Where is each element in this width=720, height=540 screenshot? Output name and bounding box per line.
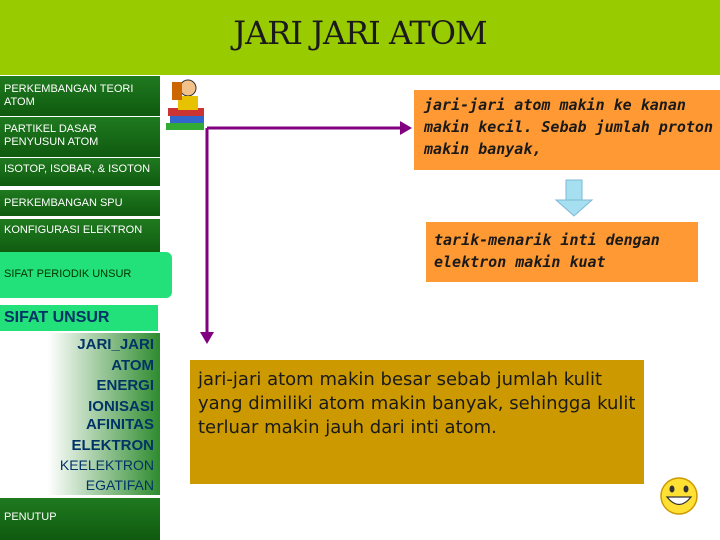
info-box-tarik-menarik: tarik-menarik inti dengan elektron makin kuat — [426, 222, 698, 282]
submenu-item-jari-jari[interactable]: JARI_JARI — [77, 336, 154, 353]
sidebar-item-label: ISOTOP, ISOBAR, & ISOTON — [4, 163, 151, 175]
arrow-right-icon — [207, 121, 412, 135]
info-box-jari-jari-kanan: jari-jari atom makin ke kanan makin kecil. Sebab jumlah proton makin banyak, — [414, 90, 720, 170]
sidebar-item-label: PERKEMBANGAN SPU — [4, 197, 123, 209]
submenu-item-keelektron[interactable]: KEELEKTRON — [59, 457, 154, 473]
sidebar-item-label: KONFIGURASI ELEKTRON — [4, 224, 143, 236]
sidebar-item-label: PARTIKEL DASAR PENYUSUN ATOM — [4, 123, 99, 148]
submenu-item-atom[interactable]: ATOM — [111, 357, 154, 374]
submenu-item-energi[interactable]: ENERGI — [96, 377, 154, 394]
submenu-item-ionisasi[interactable]: IONISASI — [88, 398, 154, 415]
student-reading-icon — [166, 80, 204, 130]
submenu-item-egatifan[interactable]: EGATIFAN — [85, 477, 154, 493]
sidebar-item-label: SIFAT PERIODIK UNSUR — [4, 268, 132, 280]
page-title: JARI JARI ATOM — [233, 14, 487, 52]
sidebar-item-label: PERKEMBANGAN TEORI ATOM — [4, 83, 134, 108]
submenu-item-afinitas[interactable]: AFINITAS — [85, 416, 154, 433]
sidebar-item-label: PENUTUP — [4, 511, 57, 523]
info-box-jari-jari-besar: jari-jari atom makin besar sebab jumlah kulit yang dimiliki atom makin banyak, sehingga kulit terluar makin jauh dari inti atom. — [190, 360, 644, 484]
section-label-sifat-unsur: SIFAT UNSUR — [0, 305, 158, 331]
smiley-icon — [661, 478, 697, 514]
down-arrow-icon — [556, 180, 592, 216]
submenu-item-elektron[interactable]: ELEKTRON — [71, 437, 154, 454]
arrow-down-icon — [200, 128, 214, 344]
